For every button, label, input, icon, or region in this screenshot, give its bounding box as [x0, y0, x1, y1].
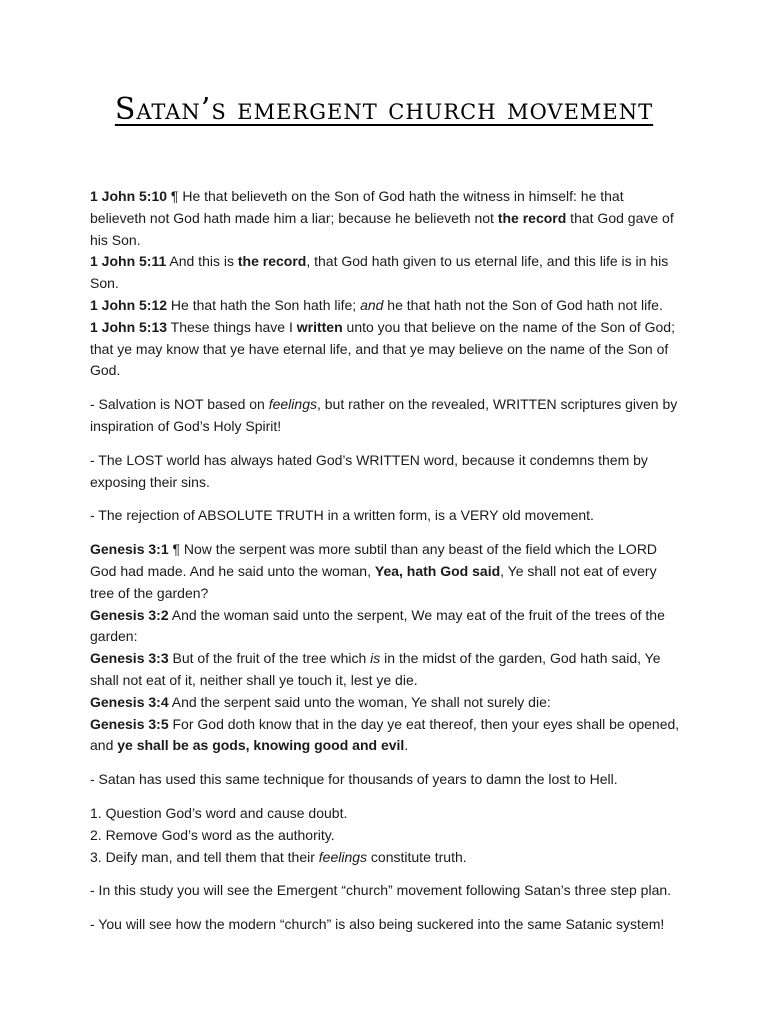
verse-text: that God gave of his Son.: [90, 209, 674, 248]
verse-emphasis: the record: [497, 209, 567, 226]
step-text: constitute truth.: [367, 848, 467, 865]
verse-text: in the midst of the garden, God hath said, Ye shall not eat of it, neither shall ye touch it, lest ye die.: [90, 650, 661, 688]
verse-text: And the woman said unto the serpent, We may eat of the fruit of the trees of the garden:: [90, 606, 665, 645]
verse-ref: Genesis 3:1: [90, 541, 169, 558]
note-modern: - You will see how the modern “church” is also being suckered into the same Satanic system!: [90, 916, 665, 933]
note-rejection: - The rejection of ABSOLUTE TRUTH in a written form, is a VERY old movement.: [90, 507, 594, 524]
verse-text: .: [404, 737, 409, 754]
verse-ref: 1 John 5:13: [90, 318, 168, 335]
note-lost: - The LOST world has always hated God’s WRITTEN word, because it condemns them by exposing their sins.: [90, 451, 648, 490]
verse-text: , Ye shall not eat of every tree of the garden?: [90, 562, 657, 601]
john-verses: [90, 186, 682, 382]
verse-text: These things have I: [167, 318, 297, 335]
verse-ref: 1 John 5:12: [90, 296, 168, 313]
step-item: 2. Remove God’s word as the authority.: [90, 826, 335, 843]
verse-emphasis: written: [296, 318, 343, 335]
note-salvation: [90, 394, 682, 438]
verse-text: For God doth know that in the day ye eat thereof, then your eyes shall be opened, and: [90, 715, 680, 754]
note-text: - Salvation is NOT based on: [90, 396, 269, 413]
step-italic: feelings: [318, 848, 368, 865]
genesis-verses: [90, 539, 682, 757]
verse-ref: 1 John 5:11: [90, 253, 167, 270]
document-body: [90, 186, 682, 948]
verse-italic: and: [360, 296, 384, 313]
step-item: 1. Question God’s word and cause doubt.: [90, 804, 348, 821]
verse-ref: Genesis 3:5: [90, 715, 169, 732]
verse-ref: Genesis 3:2: [90, 606, 169, 623]
verse-ref: Genesis 3:4: [90, 693, 169, 710]
verse-text: And this is: [166, 253, 238, 270]
verse-text: ¶ He that believeth on the Son of God hath the witness in himself: he that believeth not God hath made him a liar; because he believeth not: [90, 188, 624, 226]
verse-emphasis: the record: [237, 253, 307, 270]
verse-italic: is: [370, 650, 381, 667]
verse-text: ¶ Now the serpent was more subtil than any beast of the field which the LORD God had made. And he said unto the woman,: [90, 541, 658, 579]
step-text: 3. Deify man, and tell them that their: [90, 848, 319, 865]
verse-text: He that hath the Son hath life;: [167, 296, 361, 313]
page-title: Satan’s emergent church movement: [114, 92, 654, 127]
verse-text: But of the fruit of the tree which: [168, 650, 371, 667]
verse-emphasis: Yea, hath God said: [374, 562, 501, 579]
note-technique: - Satan has used this same technique for thousands of years to damn the lost to Hell.: [90, 771, 618, 788]
verse-emphasis: ye shall be as gods, knowing good and evil: [117, 737, 405, 754]
note-italic: feelings: [268, 396, 317, 413]
verse-ref: 1 John 5:10: [90, 188, 168, 204]
verse-text: unto you that believe on the name of the Son of God; that ye may know that ye have eternal life, and that ye may believe on the name of the Son of God.: [90, 318, 675, 379]
note-text: , but rather on the revealed, WRITTEN scriptures given by inspiration of God’s Holy Spirit!: [90, 396, 678, 434]
verse-text: , that God hath given to us eternal life, and this life is in his Son.: [90, 253, 669, 292]
verse-ref: Genesis 3:3: [90, 650, 169, 667]
verse-text: And the serpent said unto the woman, Ye shall not surely die:: [168, 693, 551, 710]
step-list: [90, 803, 682, 868]
verse-text: he that hath not the Son of God hath not life.: [383, 296, 663, 313]
note-study: - In this study you will see the Emergent “church” movement following Satan’s three step plan.: [90, 882, 672, 899]
step-item: [90, 847, 682, 869]
